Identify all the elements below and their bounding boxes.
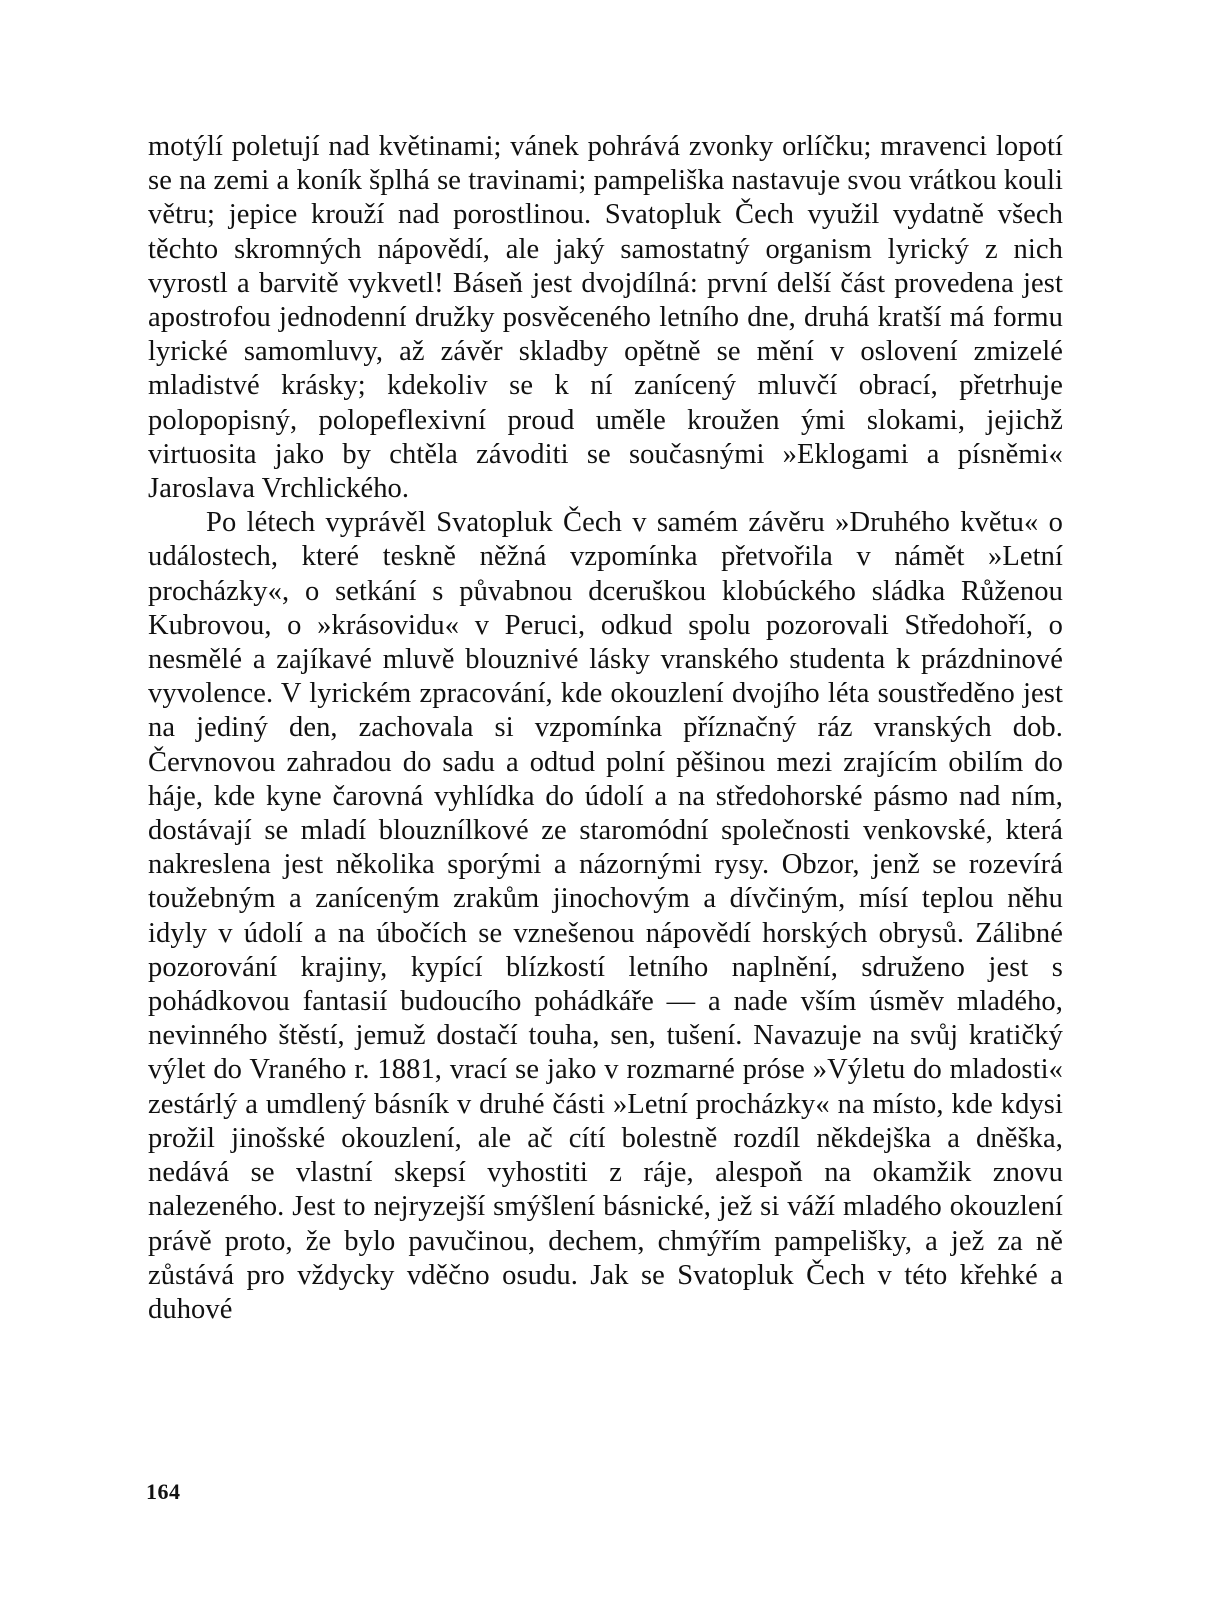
paragraph-main: Po létech vyprávěl Svatopluk Čech v samém závěru »Druhého květu« o událostech, které teskně něžná vzpomínka přetvořila v námět »Letní procházky«, o setkání s půvabnou dceruškou klobúckého sládka Růženou Kubrovou, o »krásovidu« v Peruci, odkud spolu pozorovali Středohoří, o nesmělé a zajíkavé mluvě blouznivé lásky vranského studenta k prázdninové vyvolence. V lyrickém zpracování, kde okouzlení dvojího léta soustředěno jest na jediný den, zachovala si vzpomínka příznačný ráz vranských dob. Červnovou zahradou do sadu a odtud polní pěšinou mezi zrajícím obilím do háje, kde kyne čarovná vyhlídka do údolí a na středohorské pásmo nad ním, dostávají se mladí blouznílkové ze staromódní společnosti venkovské, která nakreslena jest několika sporými a názornými rysy. Obzor, jenž se rozevírá toužebným a zaníceným zrakům jinochovým a dívčiným, mísí teplou něhu idyly v údolí a na úbočích se vznešenou nápovědí horských obrysů. Zálibné pozorování krajiny, kypící blízkostí letního naplnění, sdruženo jest s pohádkovou fantasií budoucího pohádkáře — a nade vším úsměv mladého, nevinného štěstí, jemuž dostačí touha, sen, tušení. Navazuje na svůj kratičký výlet do Vraného r. 1881, vrací se jako v rozmarné próse »Výletu do mladosti« zestárlý a umdlený básník v druhé části »Letní procházky« na místo, kde kdysi prožil jinošské okouzlení, ale ač cítí bolestně rozdíl někdejška a dněška, nedává se vlastní skepsí vyhostiti z ráje, alespoň na okamžik znovu nalezeného. Jest to nejryzejší smýšlení básnické, jež si váží mladého okouzlení právě proto, že bylo pavučinou, dechem, chmýřím pampelišky, a jež za ně zůstává pro vždycky vděčno osudu. Jak se Svatopluk Čech v této křehké a duhové xyxy=(148,507,1063,1325)
page-body xyxy=(148,130,1063,1327)
page-number: 164 xyxy=(146,1479,181,1504)
paragraph-continuation: motýlí poletují nad květinami; vánek pohrává zvonky orlíčku; mravenci lopotí se na zemi a koník šplhá se travinami; pampeliška nastavuje svou vrátkou kouli větru; jepice krouží nad porostlinou. Svatopluk Čech využil vydatně všech těchto skromných nápovědí, ale jaký samostatný organism lyrický z nich vyrostl a barvitě vykvetl! Báseň jest dvojdílná: první delší část provedena jest apostrofou jednodenní družky posvěceného letního dne, druhá kratší má formu lyrické samomluvy, až závěr skladby opětně se mění v oslovení zmizelé mladistvé krásky; kdekoliv se k ní zanícený mluvčí obrací, přetrhuje polopopisný, polореflexivní proud uměle kroužen ými slokami, jejichž virtuosita jako by chtěla závoditi se současnými »Eklogami a písněmi« Jaroslava Vrchlického. xyxy=(148,131,1063,505)
